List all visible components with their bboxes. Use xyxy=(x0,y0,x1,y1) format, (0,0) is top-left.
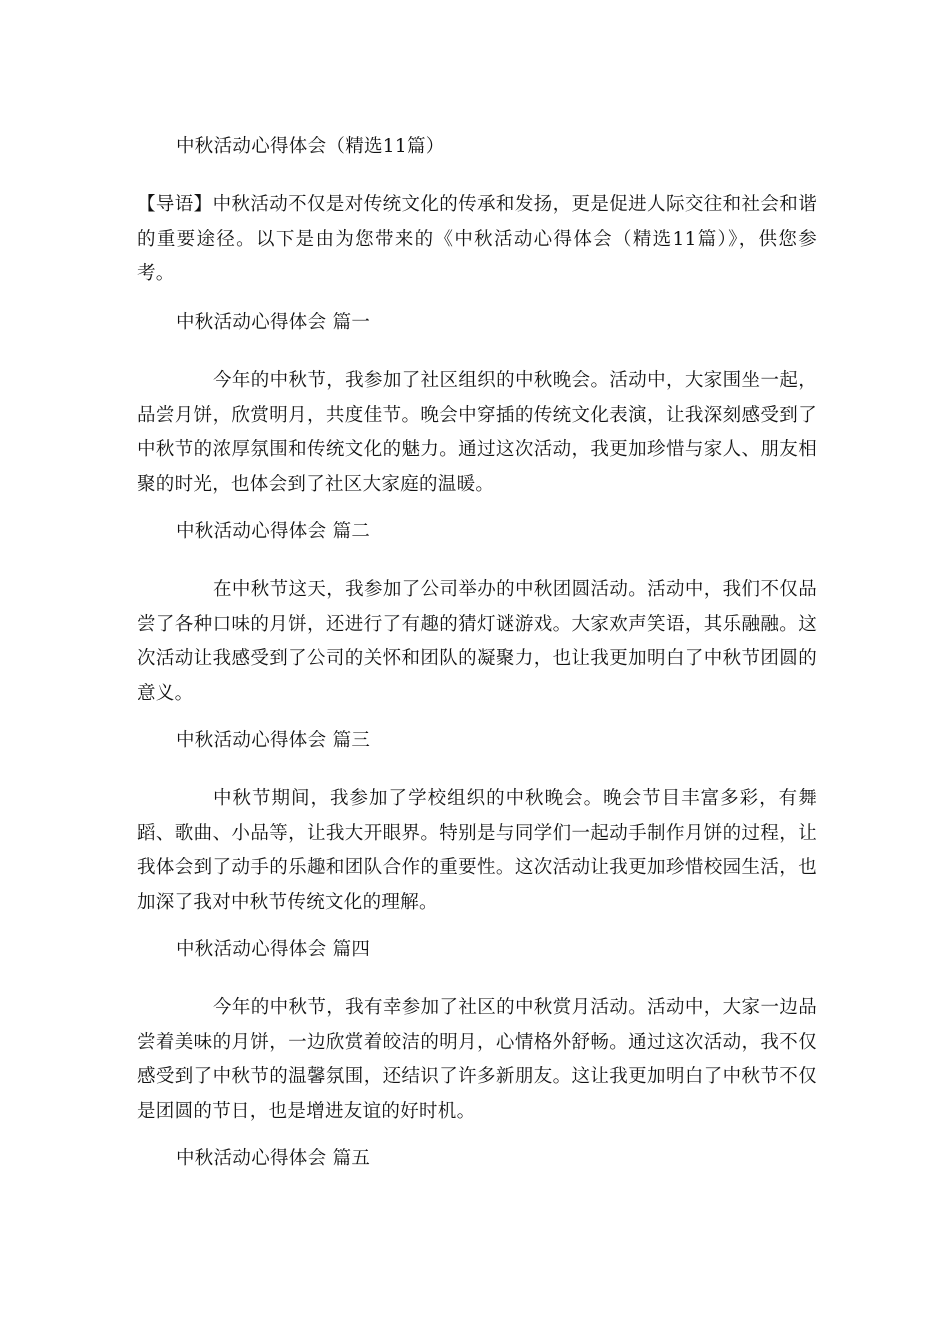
section-body-3: 中秋节期间，我参加了学校组织的中秋晚会。晚会节目丰富多彩，有舞蹈、歌曲、小品等，让我大开眼界。特别是与同学们一起动手制作月饼的过程，让我体会到了动手的乐趣和团队合作的重要性。这次活动让我更加珍惜校园生活，也加深了我对中秋节传统文化的理解。 xyxy=(137,788,817,914)
section-heading-2: 中秋活动心得体会 篇二 xyxy=(176,521,371,542)
section-body-2: 在中秋节这天，我参加了公司举办的中秋团圆活动。活动中，我们不仅品尝了各种口味的月饼，还进行了有趣的猜灯谜游戏。大家欢声笑语，其乐融融。这次活动让我感受到了公司的关怀和团队的凝聚力，也让我更加明白了中秋节团圆的意义。 xyxy=(137,579,817,705)
intro-paragraph: 【导语】中秋活动不仅是对传统文化的传承和发扬，更是促进人际交往和社会和谐的重要途径。以下是由为您带来的《中秋活动心得体会（精选11篇）》，供您参考。 xyxy=(137,194,817,285)
section-heading-1: 中秋活动心得体会 篇一 xyxy=(176,312,371,333)
section-heading-3: 中秋活动心得体会 篇三 xyxy=(176,730,371,751)
document-title: 中秋活动心得体会（精选11篇） xyxy=(176,136,445,157)
section-heading-4: 中秋活动心得体会 篇四 xyxy=(176,939,371,960)
section-body-1: 今年的中秋节，我参加了社区组织的中秋晚会。活动中，大家围坐一起，品尝月饼，欣赏明月，共度佳节。晚会中穿插的传统文化表演，让我深刻感受到了中秋节的浓厚氛围和传统文化的魅力。通过这次活动，我更加珍惜与家人、朋友相聚的时光，也体会到了社区大家庭的温暖。 xyxy=(137,370,817,496)
section-body-4: 今年的中秋节，我有幸参加了社区的中秋赏月活动。活动中，大家一边品尝着美味的月饼，一边欣赏着皎洁的明月，心情格外舒畅。通过这次活动，我不仅感受到了中秋节的温馨氛围，还结识了许多新朋友。这让我更加明白了中秋节不仅是团圆的节日，也是增进友谊的好时机。 xyxy=(137,997,817,1123)
section-heading-5: 中秋活动心得体会 篇五 xyxy=(176,1148,371,1169)
